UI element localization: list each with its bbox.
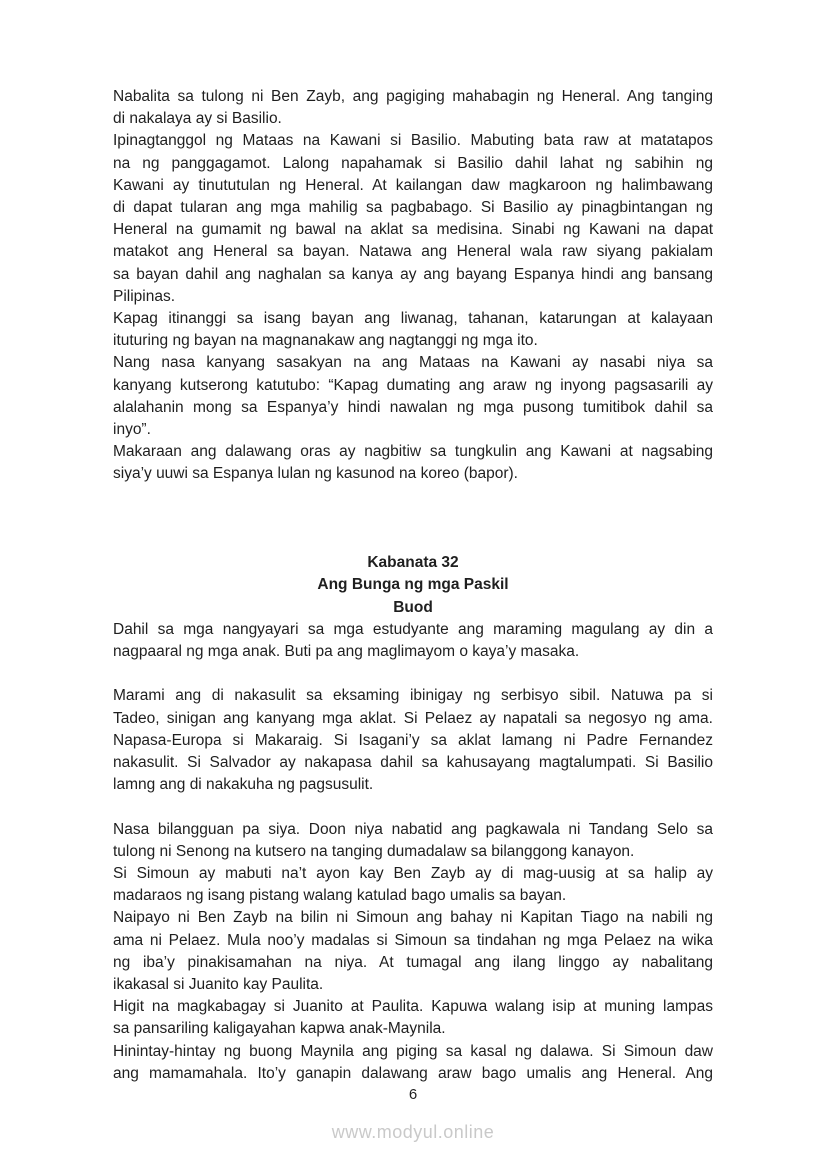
paragraph-spacer: [113, 486, 713, 553]
paragraph: [113, 308, 713, 352]
text-line: Tadeo, sinigan ang kanyang mga aklat. Si Pelaez ay napatali sa negosyo ng ama.: [113, 709, 713, 727]
text-line: ikakasal si Juanito kay Paulita.: [113, 976, 324, 994]
text-line: Naipayo ni Ben Zayb na bilin ni Simoun ang bahay ni Kapitan Tiago na nabili ng: [113, 909, 713, 927]
text-line: alalahanin mong sa Espanya’y hindi nawalan ng mga pusong tumitibok dahil sa: [113, 398, 713, 416]
paragraph: [113, 863, 713, 907]
text-line: Marami ang di nakasulit sa eksaming ibinigay ng serbisyo sibil. Natuwa pa si: [113, 687, 713, 705]
paragraph: [113, 352, 713, 441]
paragraph: [113, 819, 713, 863]
text-line: Nang nasa kanyang sasakyan na ang Mataas na Kawani ay nasabi niya sa: [113, 354, 713, 372]
text-line: Nasa bilangguan pa siya. Doon niya nabatid ang pagkawala ni Tandang Selo sa: [113, 820, 713, 838]
document-body: [113, 86, 713, 1085]
text-line: nakasulit. Si Salvador ay nakapasa dahil sa kahusayang magtalumpati. Si Basilio: [113, 754, 713, 772]
text-line: di dapat tularan ang mga mahilig sa pagbabago. Si Basilio ay pinagbintangan ng: [113, 199, 713, 217]
section-heading: Ang Bunga ng mga Paskil: [317, 576, 509, 594]
text-line: madaraos ng isang pistang walang katulad bago umalis sa bayan.: [113, 887, 567, 905]
text-line: kanyang kutserong katutubo: “Kapag dumating ang araw ng inyong pagsasarili ay: [113, 376, 713, 394]
section-heading: Buod: [393, 598, 433, 616]
text-line: Kawani ay tinututulan ng Heneral. At kailangan daw magkaroon ng halimbawang: [113, 176, 713, 194]
text-line: nagpaaral ng mga anak. Buti pa ang maglimayom o kaya’y masaka.: [113, 643, 580, 661]
text-line: Hinintay-hintay ng buong Maynila ang piging sa kasal ng dalawa. Si Simoun daw: [113, 1042, 713, 1060]
paragraph: [113, 619, 713, 663]
paragraph: [113, 441, 713, 485]
text-line: Si Simoun ay mabuti na’t ayon kay Ben Zayb ay di mag-uusig at sa halip ay: [113, 865, 713, 883]
paragraph: [113, 130, 713, 308]
text-line: siya’y uuwi sa Espanya lulan ng kasunod na koreo (bapor).: [113, 465, 518, 483]
text-line: di nakalaya ay si Basilio.: [113, 110, 282, 128]
text-line: sa bayan dahil ang naghalan sa kanya ay ang bayang Espanya hindi ang bansang: [113, 265, 713, 283]
text-line: Kapag itinanggi sa isang bayan ang liwanag, tahanan, katarungan at kalayaan: [113, 310, 713, 328]
text-line: Heneral na gumamit ng bawal na aklat sa medisina. Sinabi ng Kawani na dapat: [113, 221, 713, 239]
text-line: Higit na magkabagay si Juanito at Paulita. Kapuwa walang isip at muning lampas: [113, 998, 713, 1016]
text-line: matakot ang Heneral sa bayan. Natawa ang Heneral wala raw siyang pakialam: [113, 243, 713, 261]
paragraph: [113, 685, 713, 796]
text-line: Ipinagtanggol ng Mataas na Kawani si Basilio. Mabuting bata raw at matatapos: [113, 132, 713, 150]
paragraph: [113, 996, 713, 1040]
text-line: tulong ni Senong na kutsero na tanging dumadalaw sa bilanggong kanayon.: [113, 842, 635, 860]
paragraph-spacer: [113, 663, 713, 685]
text-line: ituturing ng bayan na magnanakaw ang nagtanggi ng mga ito.: [113, 332, 538, 350]
text-line: Pilipinas.: [113, 287, 176, 305]
text-line: lamng ang di nakakuha ng pagsusulit.: [113, 776, 374, 794]
text-line: ng iba’y pinakisamahan na niya. At tumagal ang ilang linggo ay nabalitang: [113, 953, 713, 971]
text-line: Dahil sa mga nangyayari sa mga estudyante ang maraming magulang ay din a: [113, 620, 713, 638]
text-line: sa pansariling kaligayahan kapwa anak-Maynila.: [113, 1020, 446, 1038]
watermark-text: www.modyul.online: [331, 1122, 495, 1142]
text-line: na ng panggagamot. Lalong napahamak si Basilio dahil lahat ng sabihin ng: [113, 154, 713, 172]
text-line: Napasa-Europa si Makaraig. Si Isagani’y sa aklat lamang ni Padre Fernandez: [113, 731, 713, 749]
text-line: ang mamamahala. Ito’y ganapin dalawang araw bago umalis ang Heneral. Ang: [113, 1064, 713, 1082]
text-line: Nabalita sa tulong ni Ben Zayb, ang pagiging mahabagin ng Heneral. Ang tanging: [113, 88, 713, 105]
text-line: inyo”.: [113, 421, 151, 439]
text-line: ama ni Pelaez. Mula noo’y madalas si Simoun sa tindahan ng mga Pelaez na wika: [113, 931, 713, 949]
section-heading: Kabanata 32: [367, 554, 459, 572]
paragraph: [113, 86, 713, 130]
paragraph: [113, 1041, 713, 1085]
text-line: Makaraan ang dalawang oras ay nagbitiw sa tungkulin ang Kawani at nagsabing: [113, 443, 713, 461]
paragraph: [113, 907, 713, 996]
paragraph-spacer: [113, 796, 713, 818]
page-number: 6: [408, 1086, 418, 1103]
